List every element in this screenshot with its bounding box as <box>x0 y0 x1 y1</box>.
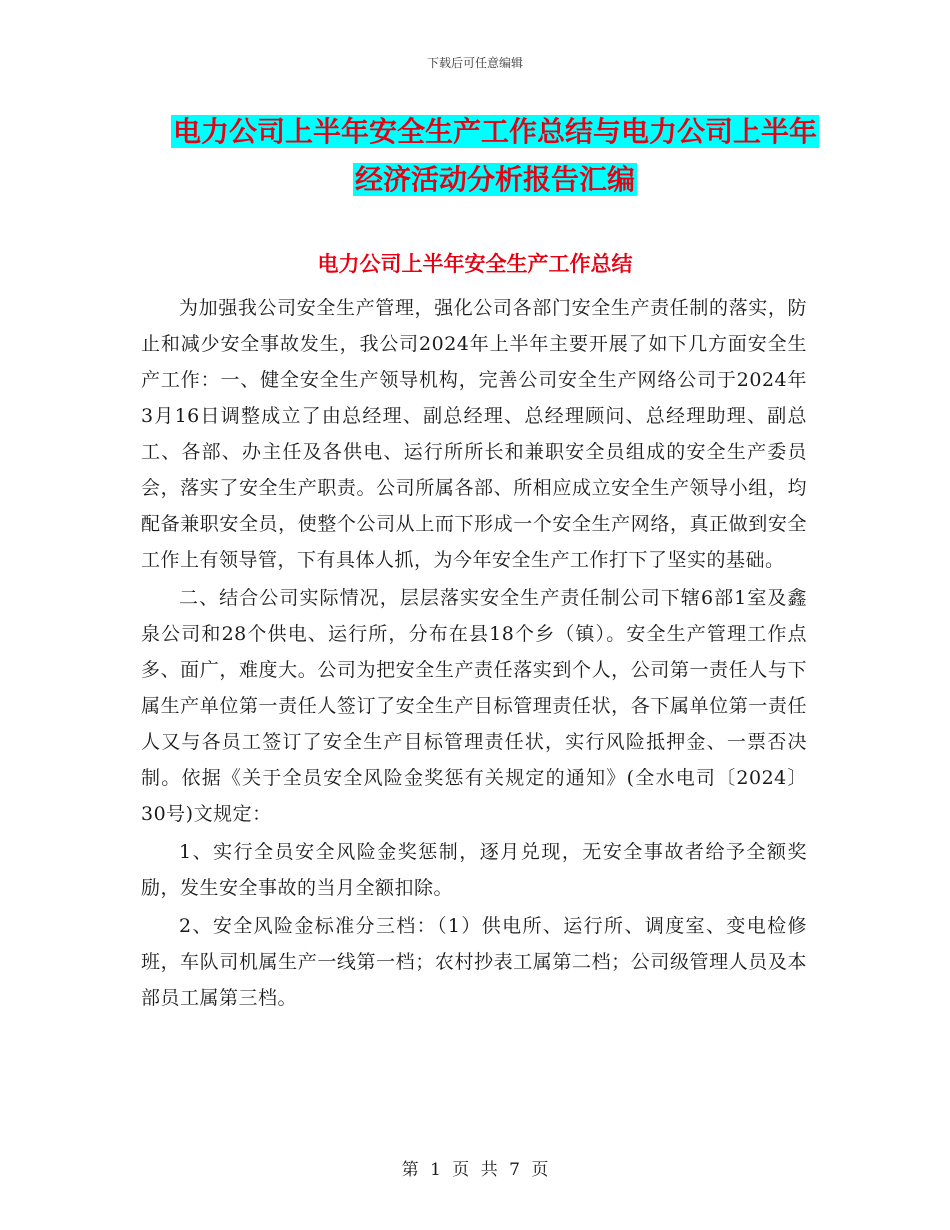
document-title-line1: 电力公司上半年安全生产工作总结与电力公司上半年 <box>172 115 817 148</box>
document-title <box>140 108 850 204</box>
page-footer: 第 1 页 共 7 页 <box>401 1160 549 1180</box>
paragraph-3: 1、实行全员安全风险金奖惩制，逐月兑现，无安全事故者给予全额奖励，发生安全事故的当月全额扣除。 <box>141 841 807 899</box>
page-header-note: 下载后可任意编辑 <box>426 56 523 70</box>
section-title: 电力公司上半年安全生产工作总结 <box>317 252 633 276</box>
document-body <box>141 290 807 1018</box>
paragraph-1: 为加强我公司安全生产管理，强化公司各部门安全生产责任制的落实，防止和减少安全事故发生，我公司2024年上半年主要开展了如下几方面安全生产工作：一、健全安全生产领导机构，完善公司安全生产网络公司于2024年3月16日调整成立了由总经理、副总经理、总经理顾问、总经理助理、副总工、各部、办主任及各供电、运行所所长和兼职安全员组成的安全生产委员会，落实了安全生产职责。公司所属各部、所相应成立安全生产领导小组，均配备兼职安全员，使整个公司从上而下形成一个安全生产网络，真正做到安全工作上有领导管，下有具体人抓，为今年安全生产工作打下了坚实的基础。 <box>141 297 807 571</box>
paragraph-4: 2、安全风险金标准分三档：（1）供电所、运行所、调度室、变电检修班，车队司机属生产一线第一档；农村抄表工属第二档；公司级管理人员及本部员工属第三档。 <box>141 915 807 1009</box>
paragraph-2: 二、结合公司实际情况，层层落实安全生产责任制公司下辖6部1室及鑫泉公司和28个供电、运行所，分布在县18个乡（镇）。安全生产管理工作点多、面广，难度大。公司为把安全生产责任落实到个人，公司第一责任人与下属生产单位第一责任人签订了安全生产目标管理责任状，各下属单位第一责任人又与各员工签订了安全生产目标管理责任状，实行风险抵押金、一票否决制。依据《关于全员安全风险金奖惩有关规定的通知》(全水电司〔2024〕30号)文规定： <box>141 587 807 825</box>
document-title-line2: 经济活动分析报告汇编 <box>354 163 635 196</box>
